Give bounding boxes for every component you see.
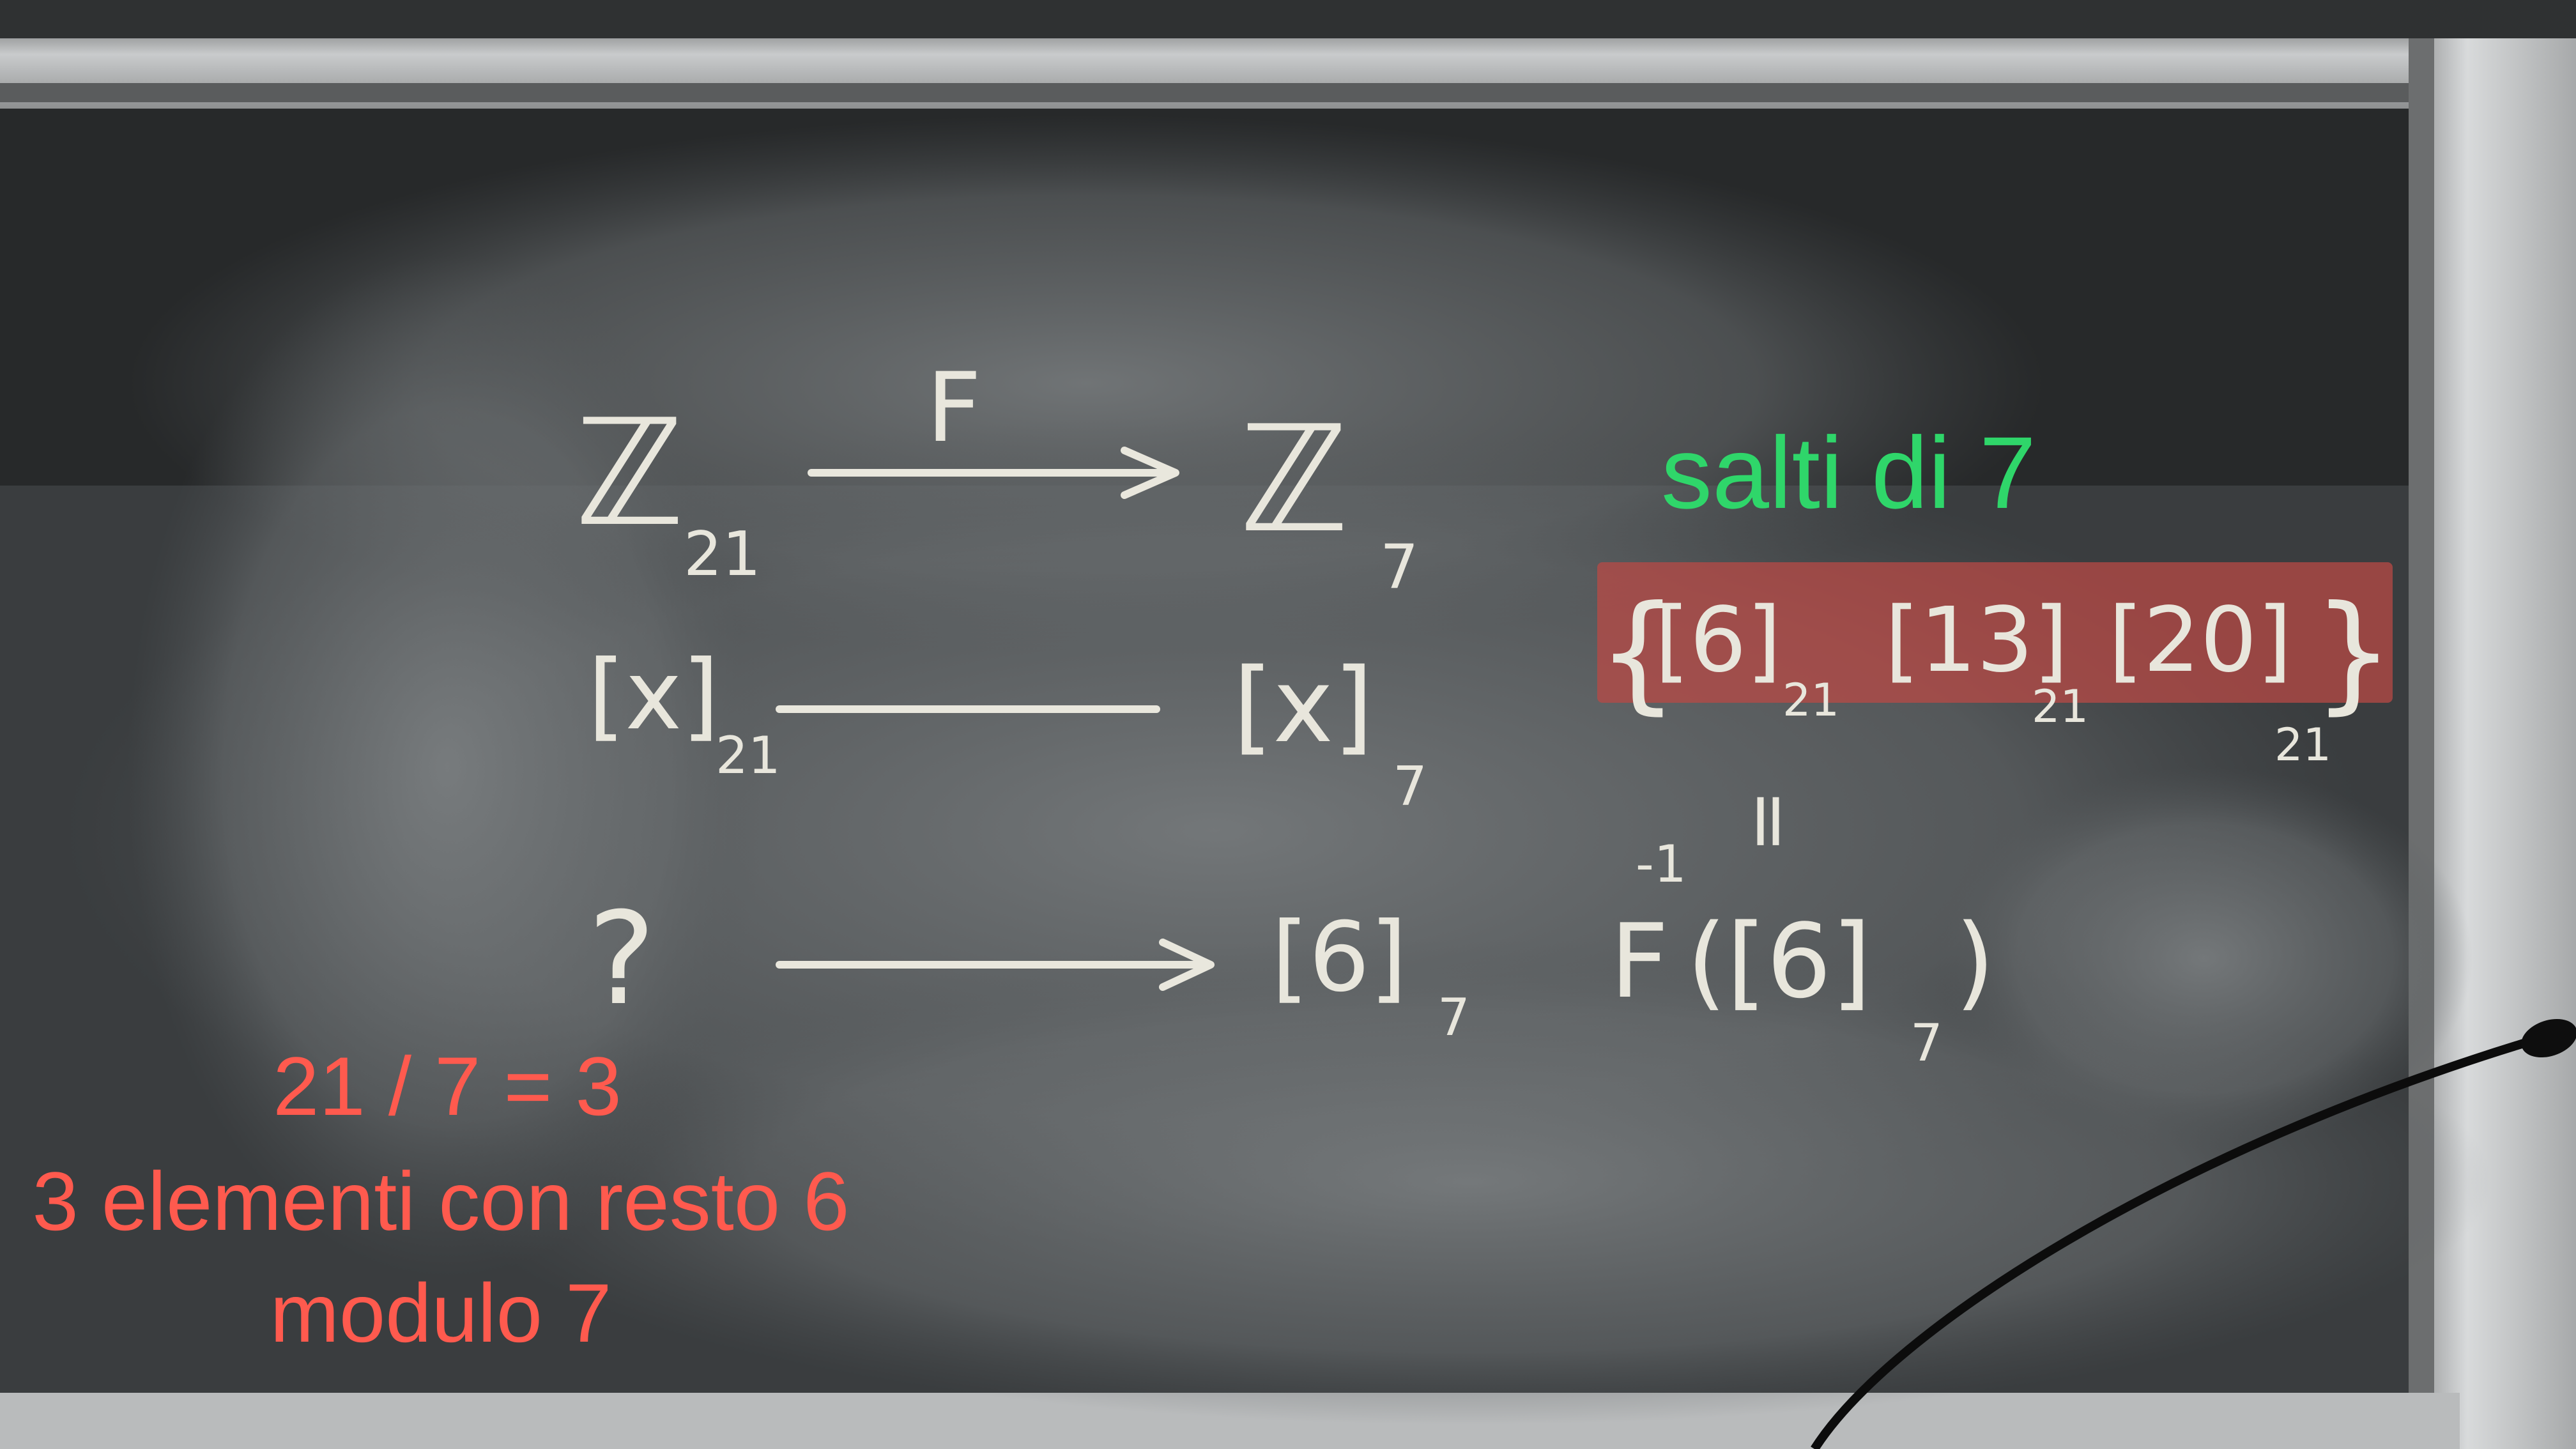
- red-annotation-line3: modulo 7: [270, 1266, 612, 1360]
- image-class: [6]: [1271, 902, 1407, 1013]
- unknown-mark: ?: [588, 885, 656, 1034]
- map-label: F: [926, 353, 982, 464]
- set-close-brace: }: [2313, 578, 2395, 727]
- set-element-20-subscript: 21: [2274, 719, 2332, 771]
- inverse-close: ): [1955, 901, 1995, 1021]
- codomain-symbol: ℤ: [1239, 395, 1349, 565]
- inverse-argument: ([6]: [1687, 901, 1872, 1021]
- class-right: [x]: [1233, 646, 1374, 765]
- class-left: [x]: [588, 640, 719, 751]
- class-left-subscript: 21: [716, 726, 781, 785]
- set-open-brace: {: [1597, 578, 1679, 727]
- domain-symbol: ℤ: [575, 388, 685, 559]
- image-class-subscript: 7: [1438, 988, 1470, 1047]
- red-annotation-line2: 3 elementi con resto 6: [32, 1154, 850, 1248]
- set-element-6-subscript: 21: [1782, 674, 1840, 726]
- set-element-13: [13]: [1885, 588, 2069, 693]
- inverse-argument-subscript: 7: [1910, 1013, 1943, 1073]
- codomain-subscript: 7: [1380, 532, 1419, 602]
- set-element-6: [6]: [1655, 588, 1782, 693]
- green-annotation: salti di 7: [1661, 415, 2036, 530]
- red-annotation-line1: 21 / 7 = 3: [273, 1039, 622, 1133]
- inverse-map: F: [1610, 901, 1669, 1021]
- inverse-superscript: -1: [1636, 834, 1687, 894]
- set-element-13-subscript: 21: [2032, 680, 2089, 733]
- class-right-subscript: 7: [1393, 755, 1428, 818]
- set-equals: =: [1726, 789, 1814, 854]
- set-element-20: [20]: [2108, 588, 2292, 693]
- domain-subscript: 21: [684, 519, 761, 590]
